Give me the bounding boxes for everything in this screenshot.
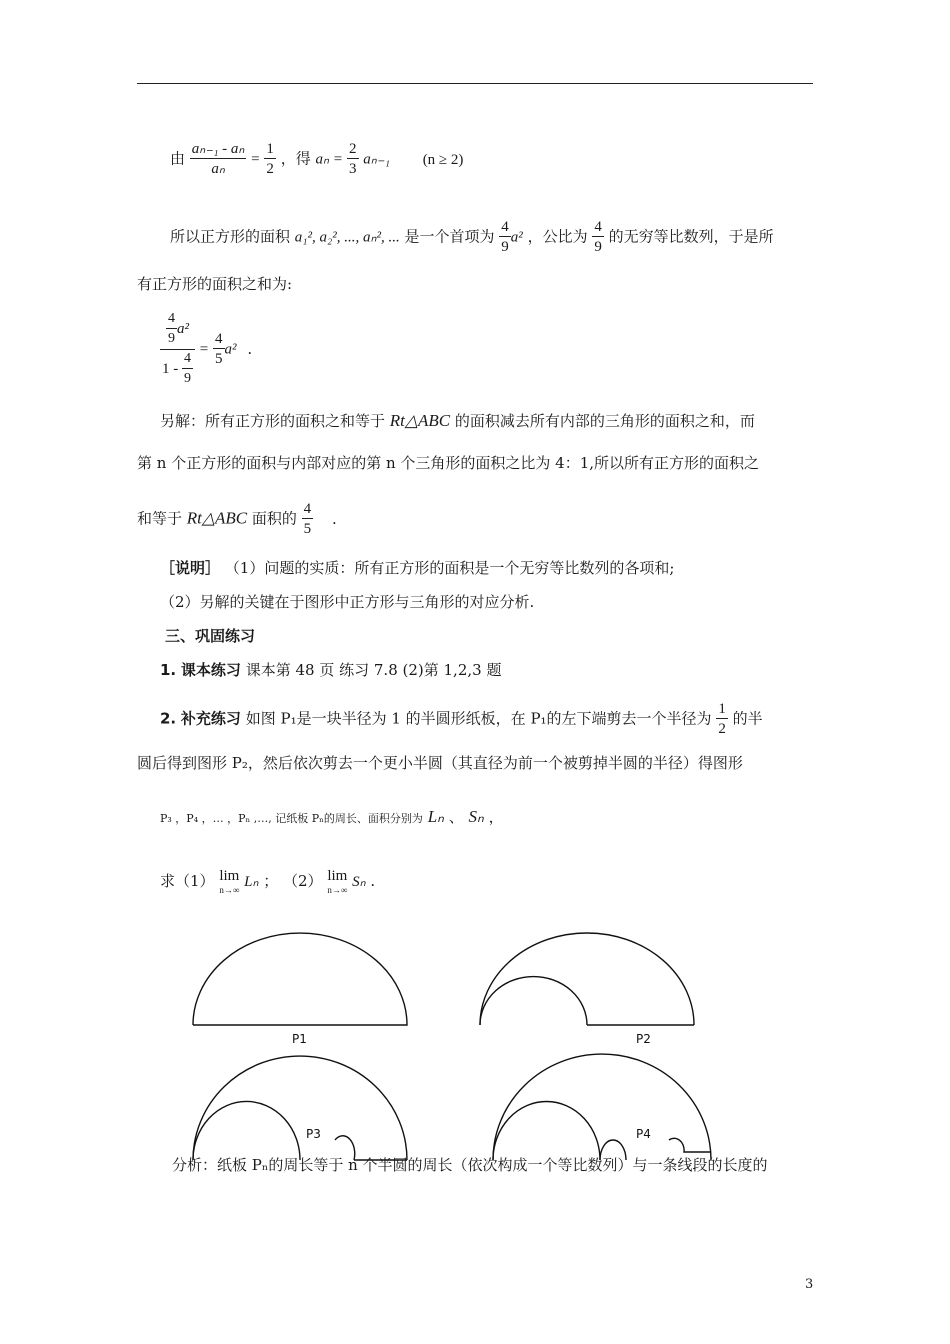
sequence: a₁², a₂², ..., aₙ², ...	[294, 229, 400, 246]
separator: 、	[448, 808, 464, 826]
numerator-tail: a²	[177, 320, 189, 337]
text: 所以正方形的面积	[170, 227, 291, 246]
perimeter-symbol: Lₙ	[427, 807, 444, 826]
alt-line-2: 第 n 个正方形的面积与内部对应的第 n 个三角形的面积之比为 4：1,所以所有正方形的面积之	[137, 454, 760, 472]
triangle-name: Rt△ABC	[186, 508, 248, 528]
frac-den: 9	[166, 328, 177, 349]
paragraph-1-line-2: 有正方形的面积之和为:	[137, 275, 293, 293]
triangle-name: Rt△ABC	[389, 411, 451, 430]
ex-text: P₃ ，P₄ ，… ，Pₙ ,…, 记纸板 Pₙ的周长、面积分别为	[160, 812, 423, 825]
frac-den: 9	[592, 236, 604, 257]
label-p2: P2	[636, 1032, 651, 1046]
frac-num: 1	[718, 701, 726, 717]
label-p1: P1	[292, 1032, 307, 1046]
ex-number: 2.	[160, 709, 177, 728]
p1-outline	[193, 933, 407, 1025]
lim-word: lim	[327, 868, 348, 884]
result-lhs: aₙ	[315, 151, 329, 168]
result-tail: a²	[224, 341, 237, 358]
frac-den: 9	[182, 368, 193, 389]
end-mark: .	[331, 509, 337, 528]
first-tail: a²	[510, 229, 523, 246]
text: 的无穷等比数列，于是所	[608, 227, 774, 246]
frac-num: 4	[501, 219, 509, 235]
note-label: ［说明］	[160, 559, 221, 577]
condition: (n ≥ 2)	[422, 151, 464, 168]
p4-inner-arc	[493, 1102, 600, 1160]
frac-num: aₙ₋₁ - aₙ	[191, 141, 245, 157]
note-line-2: （2）另解的关键在于图形中正方形与三角形的对应分析.	[160, 593, 535, 611]
frac-den: 5	[213, 348, 225, 369]
frac-num: 4	[184, 351, 191, 366]
text: 和等于	[137, 509, 183, 528]
ex-label: 课本练习	[180, 661, 241, 679]
p2-inner-arc	[480, 977, 587, 1025]
p4-tiny-arc	[669, 1138, 711, 1152]
text: 的面积减去所有内部的三角形的面积之和，而	[454, 412, 755, 430]
label-p4: P4	[636, 1127, 651, 1141]
text: 是一个首项为	[404, 227, 495, 246]
section-title: 三、巩固练习	[165, 627, 256, 645]
ex-label: 补充练习	[180, 709, 241, 728]
mid-text: ； （2）	[263, 872, 323, 890]
equation-line-1: 由 $\frac{\text{aₙ₋₁ - aₙ}}{\text{aₙ}}$ = $\frac{1}{2}$ ，得 aₙ = $\frac{2}{3}$ aₙ₋₁ (n ≥ 2)	[170, 141, 464, 177]
text: 面积的	[251, 509, 297, 528]
frac-den: 2	[264, 158, 276, 179]
frac-den: 9	[499, 236, 511, 257]
p3-inner-arc	[193, 1101, 300, 1160]
ex-number: 1.	[160, 661, 177, 679]
result-rhs: aₙ₋₁	[363, 151, 390, 168]
frac-den: 5	[302, 518, 314, 539]
frac-num: 4	[594, 219, 602, 235]
equals: =	[199, 341, 209, 358]
end-mark: .	[247, 339, 253, 358]
lim-sub: n→∞	[327, 885, 348, 895]
frac-num: 2	[349, 141, 357, 157]
text-prefix: 由	[170, 149, 186, 168]
ex-text: 课本第 48 页 练习 7.8 (2)第 1,2,3 题	[245, 661, 502, 679]
analysis-line: 分析：纸板 Pₙ的周长等于 n 个半圆的周长（依次构成一个等比数列）与一条线段的长度的	[172, 1156, 768, 1174]
frac-den: aₙ	[190, 158, 247, 179]
frac-num: 4	[168, 311, 175, 326]
text: 另解：所有正方形的面积之和等于	[160, 412, 386, 430]
p4-outline	[493, 1054, 711, 1160]
frac-num: 1	[266, 141, 274, 157]
page-number: 3	[805, 1277, 814, 1292]
p2-outline	[480, 933, 694, 1025]
label-p3: P3	[306, 1127, 321, 1141]
text-mid: ，得	[280, 149, 311, 168]
lim-word: lim	[219, 868, 240, 884]
text: ，公比为	[527, 227, 588, 246]
frac-den: 2	[716, 718, 728, 739]
p3-outline	[193, 1056, 407, 1160]
frac-den: 3	[347, 158, 359, 179]
ask-text: 求（1）	[160, 872, 215, 890]
end-mark: ，	[488, 808, 504, 826]
exercise-2-line-2: 圆后得到图形 P₂，然后依次剪去一个更小半圆（其直径为前一个被剪掉半圆的半径）得图形	[137, 754, 743, 772]
note-item: （1）问题的实质：所有正方形的面积是一个无穷等比数列的各项和;	[224, 559, 675, 577]
limit-1-target: Lₙ	[244, 874, 259, 890]
end-mark: .	[370, 872, 376, 890]
limit-2-target: Sₙ	[352, 874, 366, 890]
frac-num: 4	[303, 501, 312, 517]
area-symbol: Sₙ	[468, 807, 484, 826]
lim-sub: n→∞	[219, 885, 240, 895]
ex-text: 的半	[732, 709, 763, 728]
denominator-text: 1 -	[162, 360, 179, 377]
ex-text: 如图 P₁是一块半径为 1 的半圆形纸板，在 P₁的左下端剪去一个半径为	[245, 709, 712, 728]
frac-num: 4	[215, 331, 223, 347]
